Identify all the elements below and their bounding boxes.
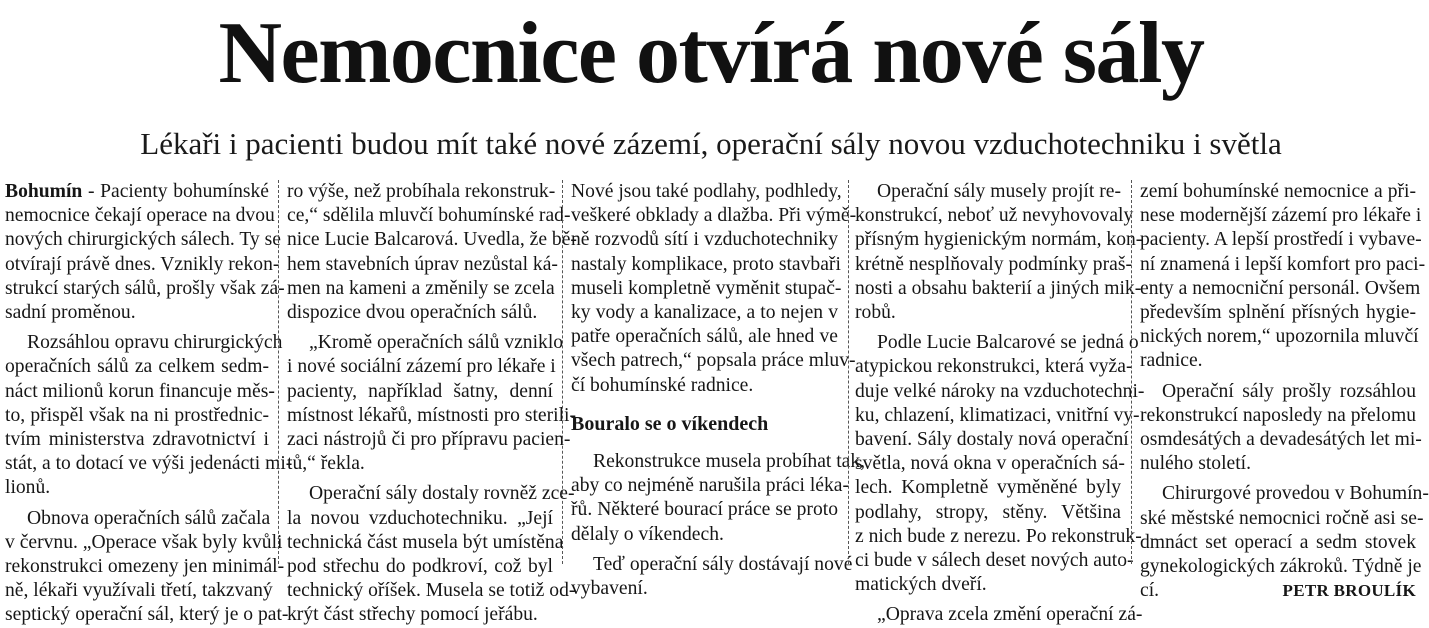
text-line: nosti a obsahu bakterií a jiných mik- [855,277,1142,299]
text-line: ně, lékaři využívali třetí, takzvaný [5,580,273,602]
text-line: Teď operační sály dostávají nové [593,553,853,575]
text-line: Rekonstrukce musela probíhat tak, [593,451,866,473]
text-line: rekonstrukcí naposledy na přelomu [1140,404,1416,426]
text-line: lionů. [5,477,51,499]
text-line: patře operačních sálů, ale hned ve [571,326,838,348]
text-line: řů. Některé bourací práce se proto [571,499,838,521]
text-line: Operační sály prošly rozsáhlou [1162,380,1416,402]
text-line: nastaly komplikace, proto stavbaři [571,253,841,275]
text-line: čí bohumínské radnice. [571,374,754,396]
text-line: ně rozvodů sítí i vzduchotechniky [571,229,838,251]
text-line: ku, chlazení, klimatizaci, vnitřní vy- [855,404,1140,426]
text-line: Operační sály dostaly rovněž zce- [309,483,575,505]
text-line: přísným hygienickým normám, kon- [855,229,1143,251]
text-line: septický operační sál, který je o pat- [5,604,289,626]
article-column-5 [1140,180,1429,602]
text-line: nice Lucie Balcarová. Uvedla, že bě- [287,229,577,251]
column-divider [278,180,279,564]
text-line: „Kromě operačních sálů vzniklo [309,332,564,354]
text-line: náct milionů korun financuje měs- [5,380,275,402]
text-line: ní znamená i lepší komfort pro paci- [1140,253,1426,275]
text-line [5,180,269,204]
text-line: dmnáct set operací a sedm stovek [1140,531,1416,553]
text-line: v červnu. „Operace však byly kvůli [5,531,283,553]
text-line: Chirurgové provedou v Bohumín- [1162,483,1429,505]
text-line: konstrukcí, neboť už nevyhovovaly [855,205,1134,227]
text-line: cí. [1140,580,1160,602]
byline-row [1140,579,1416,603]
text-line: aby co nejméně narušila práci léka- [571,475,849,497]
text-line: ce,“ sdělila mluvčí bohumínské rad- [287,205,571,227]
text-line: tů,“ řekla. [287,453,365,475]
text-line: gynekologických zákroků. Týdně je [1140,556,1422,578]
text-line: technická část musela být umístěna [287,531,564,553]
section-heading: Bouralo se o víkendech [571,412,769,435]
text-line: sadní proměnou. [5,302,136,324]
text-line: krýt část střechy pomocí jeřábu. [287,604,538,626]
text-line: Operační sály musely projít re- [877,181,1121,202]
text-line: enty a nemocniční personál. Ovšem [1140,277,1421,299]
text-line: nulého století. [1140,453,1252,475]
text-line: to, přispěl však na ni prostřednic- [5,404,269,426]
text-line: dělaly o víkendech. [571,523,724,545]
headline: Nemocnice otvírá nové sály [218,5,1204,102]
text-line: ské městské nemocnici ročně asi se- [1140,507,1424,529]
text-line: ci bude v sálech deset nových auto- [855,550,1134,572]
text-line: duje velké nároky na vzduchotechni- [855,380,1145,402]
text-line: nických norem,“ upozornila mluvčí [1140,326,1419,348]
text-line: osmdesátých a devadesátých let mi- [1140,429,1422,451]
text-line: hem stavebních úprav nezůstal ká- [287,253,558,275]
text-line: zaci nástrojů či pro přípravu pacien- [287,429,571,451]
article-column-2 [287,180,577,626]
text-line: z nich bude z nerezu. Po rekonstruk- [855,525,1142,547]
text-line: Rozsáhlou opravu chirurgických [27,332,283,354]
text-line: bavení. Sály dostaly nová operační [855,429,1129,451]
subheadline: Lékaři i pacienti budou mít také nové zázemí, operační sály novou vzduchotechniku i světla [140,126,1282,161]
article-column-4 [855,180,1145,626]
column-divider [1131,180,1132,564]
text-line: veškeré obklady a dlažba. Při výmě- [571,205,857,227]
text-line: zemí bohumínské nemocnice a při- [1140,181,1416,202]
text-line: dispozice dvou operačních sálů. [287,302,538,324]
text-line: ky vody a kanalizace, a to nejen v [571,302,838,324]
text-line: rekonstrukci omezeny jen minimál- [5,556,285,578]
text-line: i nové sociální zázemí pro lékaře i [287,356,556,378]
text-line: všech patrech,“ popsala práce mluv- [571,350,856,372]
text-line: robů. [855,302,896,324]
text-line: nese modernější zázemí pro lékaře i [1140,205,1422,227]
text-line: otvírají právě dnes. Vznikly rekon- [5,253,280,275]
text-line: pod střechu do podkroví, což byl [287,556,553,578]
text-line: ro výše, než probíhala rekonstruk- [287,181,556,202]
text-line: lech. Kompletně vyměněné byly [855,477,1121,499]
text-line: nemocnice čekají operace na dvou [5,205,275,227]
text-line: stát, a to dotací ve výši jedenácti mi- [5,453,293,475]
text-line: především splnění přísných hygie- [1140,302,1416,324]
text-line: krétně nesplňovaly podmínky praš- [855,253,1132,275]
text-line: strukcí starých sálů, prošly však zá- [5,277,285,299]
text-line: matických dveří. [855,574,987,596]
column-divider [848,180,849,564]
text-line: pacienty, například šatny, denní [287,380,553,402]
text-line: nových chirurgických sálech. Ty se [5,229,281,251]
text-line: technický oříšek. Musela se totiž od- [287,580,576,602]
text-line: místnost lékařů, místnosti pro sterili- [287,404,576,426]
article-column-3 [571,180,866,600]
text-line: „Oprava zcela změní operační zá- [877,604,1143,626]
text-line: Obnova operačních sálů začala [27,507,271,529]
column-divider [562,180,563,564]
text-line: men na kameni a změnily se zcela [287,277,555,299]
text-line: museli kompletně vyměnit stupač- [571,277,842,299]
text-line: tvím ministerstva zdravotnictví i [5,429,269,451]
text-line: podlahy, stropy, stěny. Většina [855,501,1121,523]
text-line-rest: - Pacienty bohumínské [82,181,269,202]
text-line: vybavení. [571,578,648,600]
text-line: Podle Lucie Balcarové se jedná o [877,332,1139,354]
dateline: Bohumín [5,181,83,202]
text-line: la novou vzduchotechniku. „Její [287,507,553,529]
text-line: operačních sálů za celkem sedm- [5,356,269,378]
article-column-1 [5,180,293,626]
text-line: radnice. [1140,350,1203,372]
text-line: Nové jsou také podlahy, podhledy, [571,181,842,202]
text-line: atypickou rekonstrukci, která vyža- [855,356,1133,378]
text-line: pacienty. A lepší prostředí i vybave- [1140,229,1422,251]
author-byline: PETR BROULÍK [1282,581,1416,601]
text-line: světla, nová okna v operačních sá- [855,453,1125,475]
